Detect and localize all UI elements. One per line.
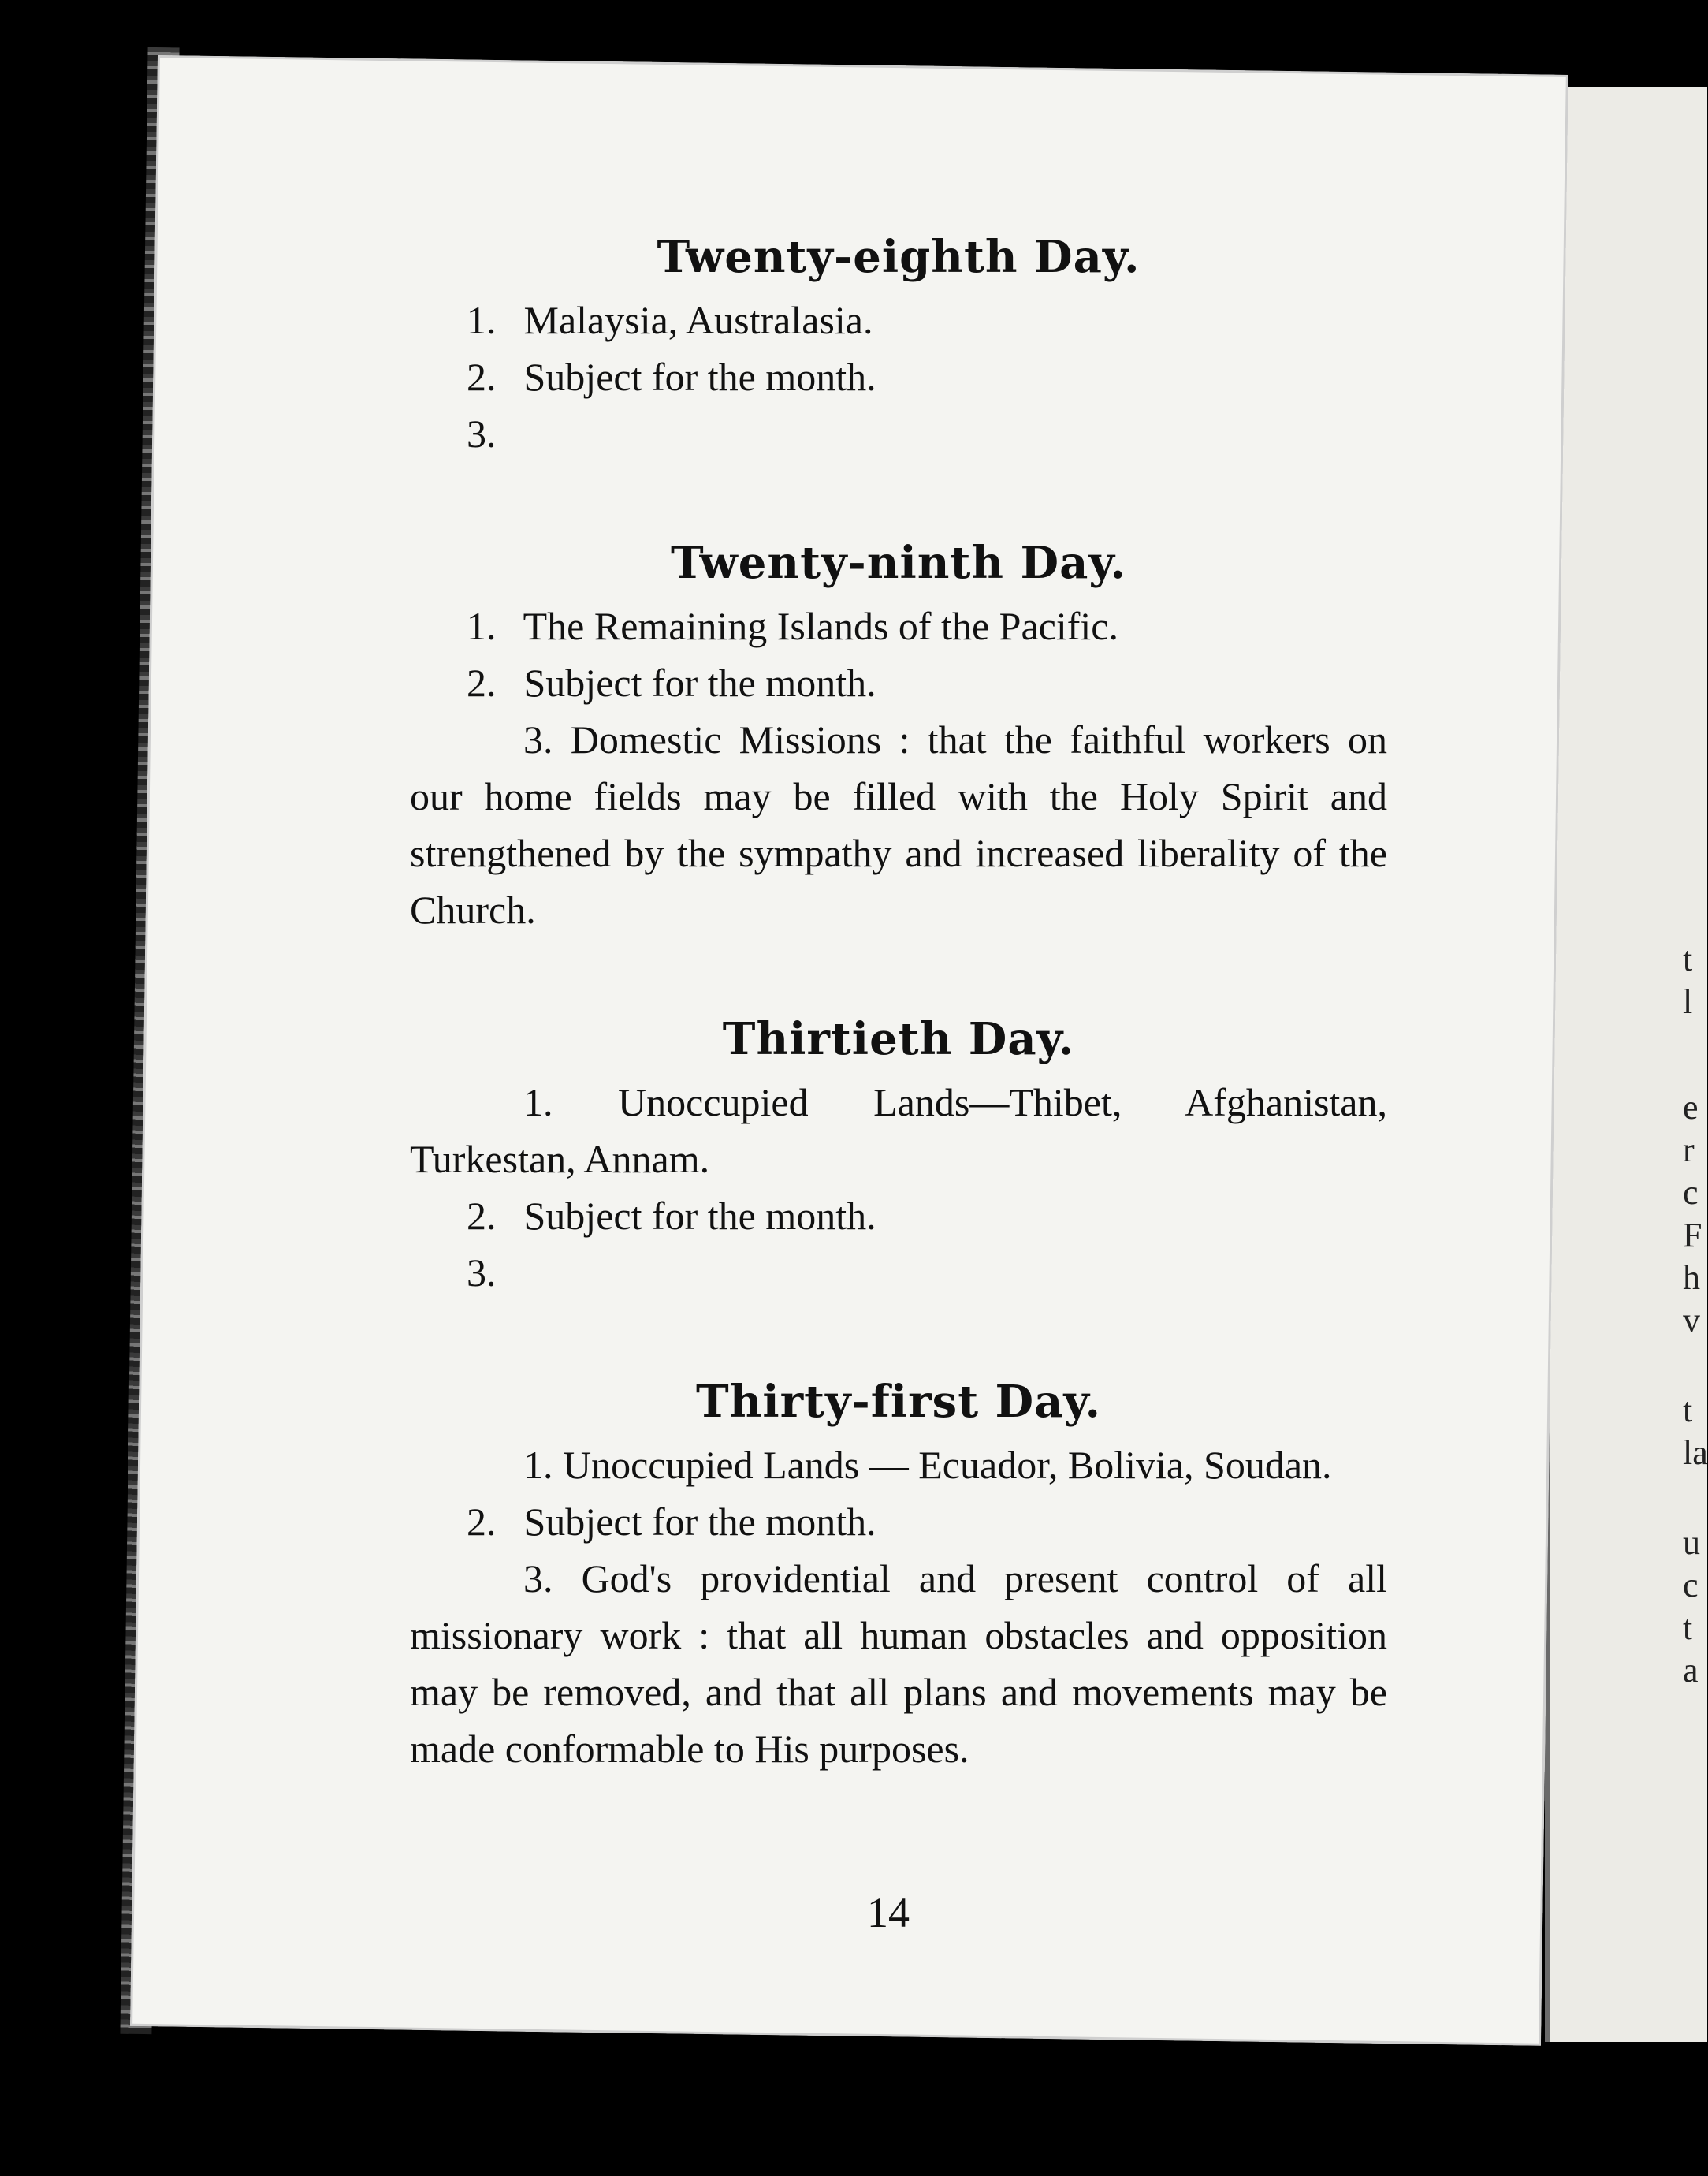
item-text: Unoccupied Lands — Ecuador, Bolivia, Soudan. [563,1443,1332,1487]
facing-fragment: t [1683,1608,1693,1647]
section-heading: Thirty-first Day. [695,1376,1102,1428]
section-twenty-eighth-day [410,229,1387,462]
item-number: 3. [523,1556,553,1600]
section-heading: Thirtieth Day. [722,1013,1075,1065]
page-number: 14 [867,1889,910,1936]
section-twenty-ninth-day [410,535,1387,938]
list-item [410,405,1387,462]
facing-fragment: F [1683,1216,1702,1254]
item-text: Domestic Missions : that the faithful workers on our home fields may be filled with the Holy Spirit and strengthened by the sympathy and increased liberality of the Church. [410,717,1388,932]
list-item [410,1244,1387,1301]
item-text: Subject for the month. [523,1500,876,1544]
list-item [410,1436,1387,1493]
facing-fragment: la [1683,1433,1708,1472]
facing-fragment: a [1683,1651,1699,1690]
item-text: God's providential and present control of all missionary work : that all human obstacles and opposition may be removed, and that all plans and movements may be made conformable to His purposes. [410,1556,1387,1771]
facing-fragment: c [1683,1566,1699,1604]
facing-fragment: t [1683,1391,1693,1429]
item-number: 3. [467,412,497,456]
item-number: 2. [467,1194,497,1238]
list-item [410,1493,1387,1550]
facing-fragment: c [1683,1173,1699,1212]
list-item [410,654,1387,711]
list-item [410,1550,1387,1777]
item-text: Unoccupied Lands—Thibet, Afghanistan, Turkestan, Annam. [410,1080,1387,1181]
item-text: Subject for the month. [523,1194,876,1238]
facing-page-text [1683,938,1708,1692]
item-number: 1. [467,298,497,342]
facing-fragment: e [1683,1088,1699,1127]
item-number: 1. [523,1080,553,1124]
item-text: The Remaining Islands of the Pacific. [523,604,1118,648]
facing-fragment: h [1683,1258,1700,1297]
item-number: 2. [467,355,497,399]
list-item [410,598,1387,654]
item-number: 3. [467,1250,497,1295]
list-item [410,1187,1387,1244]
facing-fragment: t [1683,940,1693,978]
list-item [410,348,1387,405]
item-number: 3. [523,717,553,762]
facing-fragment: v [1683,1301,1700,1340]
item-number: 1. [467,604,497,648]
item-text: Subject for the month. [523,355,876,399]
list-item [410,1074,1387,1187]
item-number: 2. [467,1500,497,1544]
section-thirtieth-day [410,1011,1387,1301]
item-text: Malaysia, Australasia. [523,298,873,342]
facing-fragment: r [1683,1131,1695,1169]
list-item [410,292,1387,348]
section-heading: Twenty-eighth Day. [657,231,1141,283]
list-item [410,711,1387,938]
section-heading: Twenty-ninth Day. [671,537,1126,589]
facing-fragment: l [1683,982,1693,1021]
item-number: 2. [467,661,497,705]
item-text: Subject for the month. [523,661,876,705]
facing-fragment: u [1683,1523,1700,1562]
item-number: 1. [523,1443,553,1487]
page-content [410,229,1387,1777]
section-thirty-first-day [410,1373,1387,1777]
